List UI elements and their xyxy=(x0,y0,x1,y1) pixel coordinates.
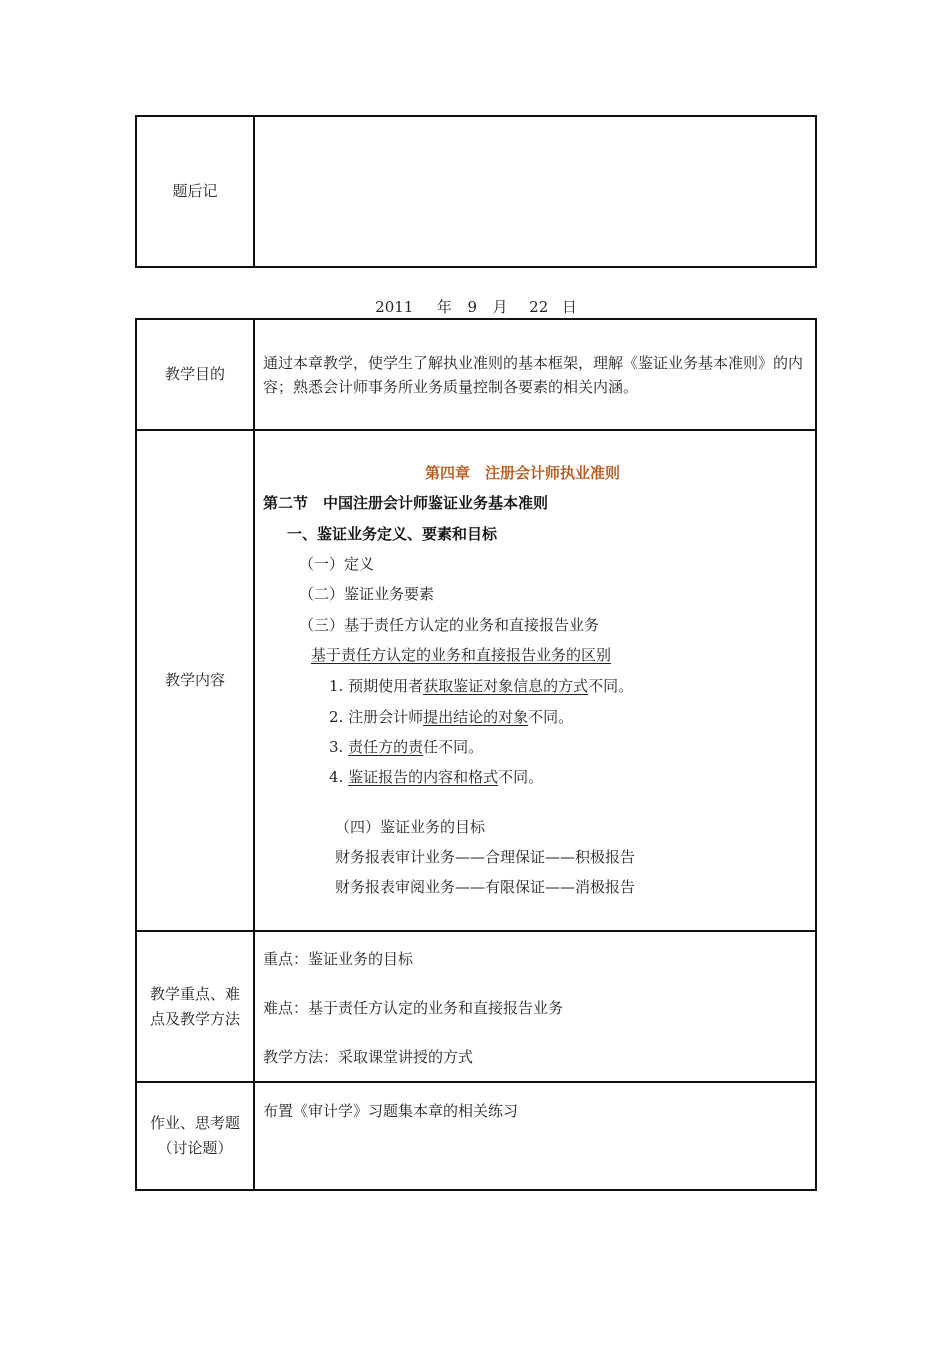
difference-item-underlined: 责任方的责 xyxy=(348,738,424,756)
difference-item-suffix: 不同。 xyxy=(528,708,574,726)
notes-table xyxy=(135,115,817,268)
item-elements: （二）鉴证业务要素 xyxy=(299,585,435,603)
difference-item-underlined: 提出结论的对象 xyxy=(423,708,529,726)
objective-cell xyxy=(254,319,816,430)
homework-cell xyxy=(254,1082,816,1190)
notes-label: 题后记 xyxy=(136,116,254,267)
difference-item xyxy=(329,676,633,696)
date-day: 22 xyxy=(529,298,549,316)
section-title: 第二节 中国注册会计师鉴证业务基本准则 xyxy=(263,494,549,512)
difference-item-prefix: 2. 注册会计师 xyxy=(329,708,424,726)
difference-item-underlined: 鉴证报告的内容和格式 xyxy=(348,768,499,786)
content-cell xyxy=(254,430,816,931)
difference-item xyxy=(329,767,543,787)
difference-item xyxy=(329,737,483,757)
focus-method: 教学方法：采取课堂讲授的方式 xyxy=(263,1048,474,1066)
subsection-title: 一、鉴证业务定义、要素和目标 xyxy=(287,525,498,543)
chapter-title: 第四章 注册会计师执业准则 xyxy=(425,464,621,482)
difference-item-underlined: 获取鉴证对象信息的方式 xyxy=(423,677,589,695)
difference-item-prefix: 4. xyxy=(329,768,349,786)
objective-text: 通过本章教学，使学生了解执业准则的基本框架，理解《鉴证业务基本准则》的内容；熟悉会计师事务所业务质量控制各要素的相关内涵。 xyxy=(263,353,804,396)
objective-label: 教学目的 xyxy=(136,319,254,430)
difference-item-prefix: 1. 预期使用者 xyxy=(329,677,424,695)
date-month-unit: 月 xyxy=(492,298,508,316)
lesson-table xyxy=(135,318,817,1191)
difference-item-suffix: 任不同。 xyxy=(423,738,484,756)
item-definition: （一）定义 xyxy=(299,555,375,573)
focus-key: 重点：鉴证业务的目标 xyxy=(263,950,414,968)
item-business-types: （三）基于责任方认定的业务和直接报告业务 xyxy=(299,616,600,634)
difference-item-suffix: 不同。 xyxy=(498,768,544,786)
content-label: 教学内容 xyxy=(136,430,254,931)
date-year-unit: 年 xyxy=(436,298,452,316)
goal-audit: 财务报表审计业务——合理保证——积极报告 xyxy=(335,848,636,866)
difference-title: 基于责任方认定的业务和直接报告业务的区别 xyxy=(311,646,612,664)
difference-item xyxy=(329,707,573,727)
homework-label: 作业、思考题（讨论题） xyxy=(136,1082,254,1190)
date-line xyxy=(0,296,952,317)
goal-review: 财务报表审阅业务——有限保证——消极报告 xyxy=(335,878,636,896)
difference-item-suffix: 不同。 xyxy=(588,677,634,695)
focus-cell xyxy=(254,931,816,1082)
homework-text: 布置《审计学》习题集本章的相关练习 xyxy=(263,1102,519,1120)
date-day-unit: 日 xyxy=(561,298,577,316)
notes-content xyxy=(254,116,816,267)
focus-difficulty: 难点：基于责任方认定的业务和直接报告业务 xyxy=(263,999,564,1017)
date-month: 9 xyxy=(467,298,478,316)
focus-label: 教学重点、难点及教学方法 xyxy=(136,931,254,1082)
date-year: 2011 xyxy=(375,298,414,316)
difference-item-prefix: 3. xyxy=(329,738,349,756)
item-goals: （四）鉴证业务的目标 xyxy=(335,818,486,836)
